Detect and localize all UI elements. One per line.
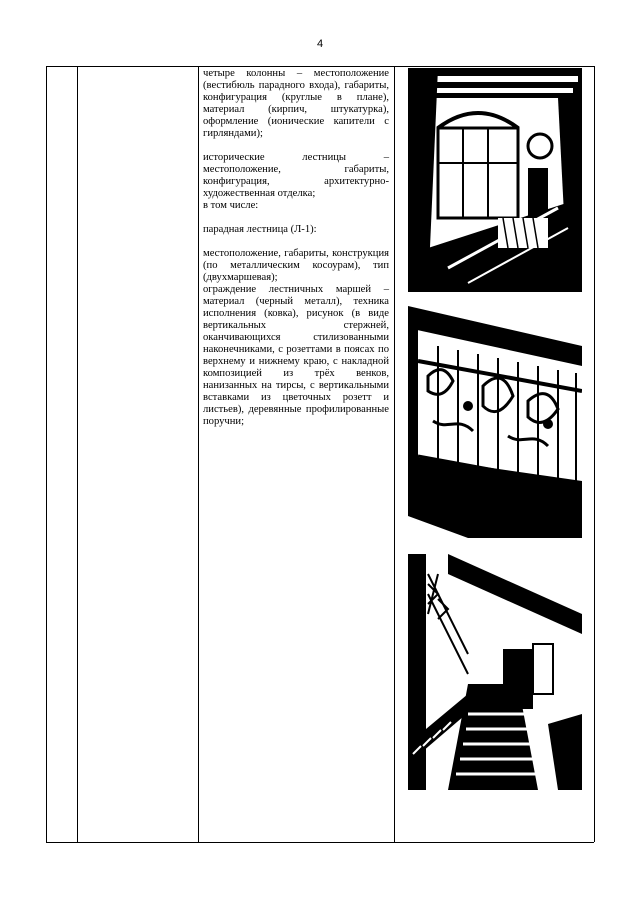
table-top-border [46, 66, 594, 67]
paragraph-railing: ограждение лестничных маршей – материал (черный металл), техника исполнения (ковка), рисунок (в виде вертикальных стержней, оканчивающихся стилизованными наконечниками, с розеттами в поясах по верхнему и нижнему краю, с накладной композицией из трёх венков, нанизанных на тирсы, с вертикальными вставками из цветочных розетт и листьев), деревянные профилированные поручни; [203, 284, 389, 427]
paragraph-main-staircase: парадная лестница (Л-1): [203, 224, 317, 235]
photo-stair-railing [408, 306, 582, 538]
table-col-border-3 [198, 66, 199, 842]
table-col-border-2 [77, 66, 78, 842]
table-col-border-5 [594, 66, 595, 842]
photo-stairwell [408, 554, 582, 790]
description-column [203, 68, 389, 440]
table-col-border-4 [394, 66, 395, 842]
paragraph-historic-stairs: исторические лестницы – местоположение, габариты, конфигурация, архитектурно-художественная отделка; [203, 152, 389, 199]
photo-vestibule-columns [408, 68, 582, 292]
table-col-border-1 [46, 66, 47, 842]
page-number: 4 [316, 38, 324, 50]
table-bottom-border [46, 842, 594, 843]
paragraph-including: в том числе: [203, 200, 259, 211]
paragraph-columns: четыре колонны – местоположение (вестибюль парадного входа), габариты, конфигурация (круглые в плане), материал (кирпич, штукатурка), оформление (ионические капители с гирляндами); [203, 68, 389, 139]
paragraph-stair-structure: местоположение, габариты, конструкция (по металлическим косоурам), тип (двухмаршевая); [203, 248, 389, 283]
